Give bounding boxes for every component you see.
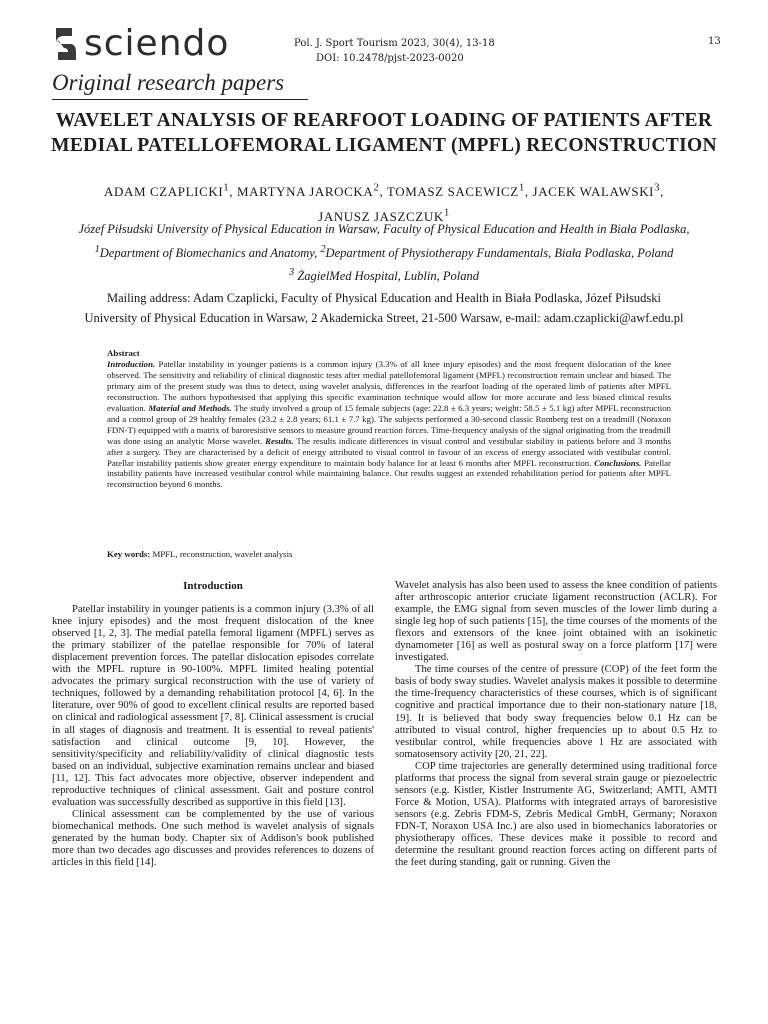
article-title: WAVELET ANALYSIS OF REARFOOT LOADING OF PATIENTS AFTER MEDIAL PATELLOFEMORAL LIGAMENT (MPFL) RECONSTRUCTION [51, 110, 717, 156]
affiliations [40, 220, 728, 287]
author: ADAM CZAPLICKI$^1$, [104, 182, 237, 200]
abstract [107, 348, 671, 490]
author: JANUSZ JASZCZUK$^1$ [318, 206, 450, 224]
paragraph: Wavelet analysis has also been used to assess the knee condition of patients after arthroscopic anterior cruciate ligament reconstruction (ACLR). For example, the EMG signal from seven muscles of the lower limb during a single leg hop of such patients [15], the time courses of the moments of the flexors and extensors of the knee joint obtained with an isokinetic dynamometer [16] as well as postural sway on a force platform [17] were investigated. [395, 580, 717, 664]
logo-text: sciendo [84, 23, 230, 64]
paragraph: Patellar instability in younger patients is a common injury (3.3% of all knee injury episodes) and the most frequent dislocation of the knee observed [1, 2, 3]. The medial patella femoral ligament (MPFL) serves as the primary stabilizer of the patellae responsible for 70% of lateral displacement prevention forces. The patellar dislocation episodes correlate with the MPFL rupture in 90-100%. MPFL limited healing potential advocates the primary surgical reconstruction with the use of variety of techniques, followed by a demanding rehabilitation protocol [4, 6]. In the literature, over 90% of good to excellent clinical results are reported based on clinical and radiological assessment [7, 8]. Clinical assessment is crucial in all stages of diagnosis and treatment. It is essential to reveal patients' satisfaction and clinical outcome [9, 10]. However, the sensitivity/specificity and reliability/validity of clinical diagnostic tests based on an individual, subjective examination remains unclear and biased [11, 12]. This fact advocates more objective, observer independent and reproductive techniques of clinical assessment. Gait and posture control evaluation was successfully described as supportive in this field [13]. [52, 604, 374, 808]
section-heading: Introduction [183, 580, 243, 592]
affiliation-line: $^3$ ŻagielMed Hospital, Lublin, Poland [289, 267, 479, 284]
paragraph: COP time trajectories are generally determined using traditional force platforms that process the signal from several strain gauge or piezoelectric sensors (e.g. Kistler, Kistler Instrumente AG, Switzerland; AMTI, AMTI Force & Motion, USA). Platforms with integrated arrays of baroresistive sensors (e.g. Zebris FDM-S, Zebris Medical GmbH, Germany; Noraxon FDN-T, Noraxon USA Inc.) are also used in biomechanics laboratories or physiotherapy offices. These devices make it possible to record and determine the resultant ground reaction forces acting on different parts of the feet during standing, gait or running. Given the [395, 760, 717, 869]
author: TOMASZ SACEWICZ$^1$, [386, 182, 533, 200]
publisher-logo [52, 24, 229, 64]
keywords: Key words: MPFL, reconstruction, wavelet analysis [107, 549, 293, 559]
affiliation-line: Józef Piłsudski University of Physical Education in Warsaw, Faculty of Physical Education and Health in Biała Podlaska, [78, 222, 690, 236]
paragraph: The time courses of the centre of pressure (COP) of the feet form the basis of body sway studies. Wavelet analysis makes it possible to determine the time-frequency characteristics of these courses, which is of significant cognitive and practical importance due to their non-stationary nature [18, 19]. It is believed that body sway frequencies below 0.1 Hz can be attributed to visual control, higher frequencies up to about 0.5 Hz to vestibular control, while frequencies above 1 Hz are associated with somatosensory activity [20, 21, 22]. [395, 664, 717, 760]
author: JACEK WALAWSKI$^3$, [532, 182, 664, 200]
sciendo-logo-icon [52, 24, 78, 64]
abstract-heading: Abstract [107, 348, 140, 358]
abstract-body: Introduction. Patellar instability in younger patients is a common injury (3.3% of all knee injury episodes) and the most frequent dislocation of the knee observed. The sensitivity and reliability of clinical diagnostic tests after medial patellofemoral ligament (MPFL) reconstruction remain unclear and biased. The primary aim of the present study was thus to detect, using wavelet analysis, differences in the rearfoot loading of the operated limb of patients after MPFL reconstruction. The authors hypothesised that applying this specific examination technique would allow for more accurate and less biased clinical results evaluation. Material and Methods. The study involved a group of 15 female subjects (age: 22.8 ± 6.3 years; weight: 58.5 ± 5.1 kg) after MPFL reconstruction and a control group of 29 healthy females (23.2 ± 2.8 years; 61.1 ± 7.7 kg). The subjects performed a 30-second classic Romberg test on a treadmill (Noraxon FDN-T) equipped with a matrix of baroresistive sensors to measure ground reaction forces. Time-frequency analysis of the signal originating from the treadmill was done using an analytic Morse wavelet. Results. The results indicate differences in visual control and vestibular stability in patients before and 3 months after a surgery. They are characterised by a deficit of energy attributed to visual control in favour of an excess of energy associated with vestibular control. Patellar instability patients show greater energy expenditure to maintain body balance for at least 6 months after MPFL reconstruction. Conclusions. Patellar instability patients have increased vestibular control while maintaining balance. Our results suggest an extended rehabilitation period for patients after MPFL reconstruction beyond 6 months. [107, 358, 671, 490]
paragraph: Clinical assessment can be complemented by the use of various biomechanical methods. One such method is wavelet analysis of signals generated by the human body. Chapter six of Addison's book published more than two decades ago discusses and provides references to dozens of articles in this field [14]. [52, 808, 374, 869]
section-divider [52, 99, 308, 100]
left-column [52, 580, 374, 869]
mailing-address: Mailing address: Adam Czaplicki, Faculty of Physical Education and Health in Biała Podlaska, Józef Piłsudski University of Physical Education in Warsaw, 2 Akademicka Street, 21-500 Warsaw, e-mail: adam.czaplicki@awf.edu.pl [84, 291, 684, 325]
journal-citation: Pol. J. Sport Tourism 2023, 30(4), 13-18 [294, 38, 495, 49]
doi[interactable]: DOI: 10.2478/pjst-2023-0020 [316, 53, 464, 64]
author: MARTYNA JAROCKA$^2$, [236, 182, 387, 200]
affiliation-line: $^1$Department of Biomechanics and Anatomy, $^2$Department of Physiotherapy Fundamentals, Biała Podlaska, Poland [94, 243, 674, 260]
right-column [395, 580, 717, 869]
journal-reference [294, 36, 495, 66]
section-type: Original research papers [52, 70, 285, 95]
page-number: 13 [708, 36, 721, 47]
